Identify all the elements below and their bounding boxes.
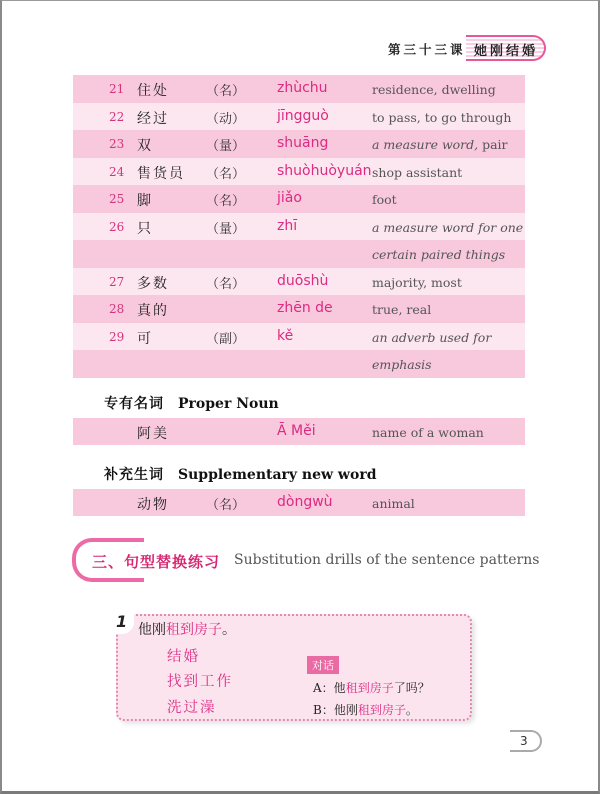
vocab-english: animal [372,496,415,511]
drills-heading-zh: 三、句型替换练习 [92,553,221,571]
drill-sentence-prefix: 他刚 [138,622,166,638]
vocabulary-table [73,75,525,378]
vocab-number: 24 [109,164,125,179]
vocab-pinyin: shuāng [277,135,329,151]
drill-sentence [138,619,236,639]
vocab-number: 27 [109,274,125,289]
supplementary-row [73,489,525,516]
vocab-number: 28 [109,302,125,316]
vocab-row-continuation [73,240,525,268]
dialogue-suffix: 了吗？ [393,681,430,695]
vocab-pos: （量） [206,221,246,237]
vocab-pinyin: duōshù [277,272,329,289]
vocab-pos: （副） [206,331,246,347]
dialogue-highlight: 租到房子 [357,703,406,717]
vocab-row [73,213,525,241]
proper-noun-row [73,418,525,445]
vocab-hanzi: 阿美 [137,426,169,442]
vocab-pos: （动） [206,111,246,127]
vocab-english: name of a woman [372,425,484,440]
vocab-row [73,158,525,186]
lesson-title: 她刚结婚 [474,44,539,59]
supplementary-heading-zh: 补充生词 [104,467,164,483]
dialogue-prefix: 他 [333,681,346,695]
vocab-pinyin: jiǎo [277,190,302,206]
substitution-item: 找到工作 [167,674,233,690]
vocab-row [73,323,525,351]
dialogue-speaker: B： [313,703,334,717]
vocab-pinyin: zhī [277,217,298,234]
page-number-tab [510,730,542,752]
vocab-english [372,137,508,152]
dialogue-line [313,701,418,718]
vocab-hanzi: 双 [137,138,153,154]
vocab-pinyin: zhēn de [277,300,333,316]
dialogue-highlight: 租到房子 [345,681,394,695]
vocab-pinyin: dòngwù [277,494,333,510]
drills-heading-en: Substitution drills of the sentence patterns [234,552,540,568]
dialogue-prefix: 他刚 [333,703,358,717]
vocab-number: 29 [109,329,125,344]
vocab-english: true, real [372,302,432,317]
vocab-row [73,103,525,131]
proper-noun-heading-en: Proper Noun [178,396,279,412]
vocab-english: an adverb used for [372,329,492,345]
proper-noun-heading [104,393,279,413]
vocab-pinyin: kě [277,327,294,344]
vocab-hanzi: 只 [137,220,153,237]
vocab-pos: （名） [206,276,246,292]
vocab-english: a measure word for one [372,219,524,235]
vocab-hanzi: 售货员 [137,165,185,182]
vocab-number: 26 [109,219,125,234]
dialogue-suffix: 。 [405,703,418,717]
proper-noun-heading-zh: 专有名词 [104,396,164,412]
vocab-hanzi: 经过 [137,110,169,127]
dialogue-line [313,679,430,696]
vocab-pos: （名） [206,166,246,182]
supplementary-heading [104,464,376,484]
page-number: 3 [520,734,528,748]
supplementary-heading-en: Supplementary new word [178,467,377,483]
vocab-number: 22 [109,109,125,124]
vocab-pos: （名） [206,498,246,513]
lesson-number: 第三十三课 [388,42,466,57]
vocab-pinyin: jīngguò [277,107,329,124]
vocab-row [73,75,525,103]
drill-sentence-suffix: 。 [222,622,236,638]
vocab-pinyin: Ā Měi [277,423,316,439]
dialogue-speaker: A： [313,681,334,695]
vocab-pos: （量） [206,139,246,154]
vocab-hanzi: 脚 [137,193,153,209]
vocab-pinyin: zhùchu [277,80,328,96]
substitution-item: 结婚 [167,649,200,665]
vocab-english-italic: a measure word, [372,137,479,152]
drill-number: 1 [112,612,134,634]
vocab-english: certain paired things [372,247,506,262]
vocab-english: to pass, to go through [372,109,512,125]
vocab-english: majority, most [372,274,462,290]
vocab-english: residence, dwelling [372,82,496,97]
vocab-pos: （名） [206,84,246,99]
drill-sentence-highlight: 租到房子 [166,622,222,638]
vocab-hanzi: 动物 [137,497,169,513]
vocab-english: shop assistant [372,164,463,180]
substitution-item: 洗过澡 [167,700,217,716]
vocab-row [73,130,525,158]
vocab-hanzi: 可 [137,330,153,347]
vocab-number: 21 [109,82,125,96]
vocab-row-continuation [73,350,525,378]
vocab-row [73,268,525,296]
dialogue-label: 对话 [307,656,339,674]
vocab-number: 23 [109,137,125,151]
vocab-hanzi: 多数 [137,275,169,292]
vocab-hanzi: 真的 [137,303,169,319]
vocab-hanzi: 住处 [137,83,169,99]
vocab-row [73,185,525,213]
vocab-pinyin: shuòhuòyuán [277,162,372,179]
vocab-english: foot [372,192,397,207]
vocab-row [73,295,525,323]
vocab-pos: （名） [206,194,246,209]
vocab-english: emphasis [372,357,432,372]
vocab-english-plain: pair [478,137,508,152]
vocab-number: 25 [109,192,125,206]
